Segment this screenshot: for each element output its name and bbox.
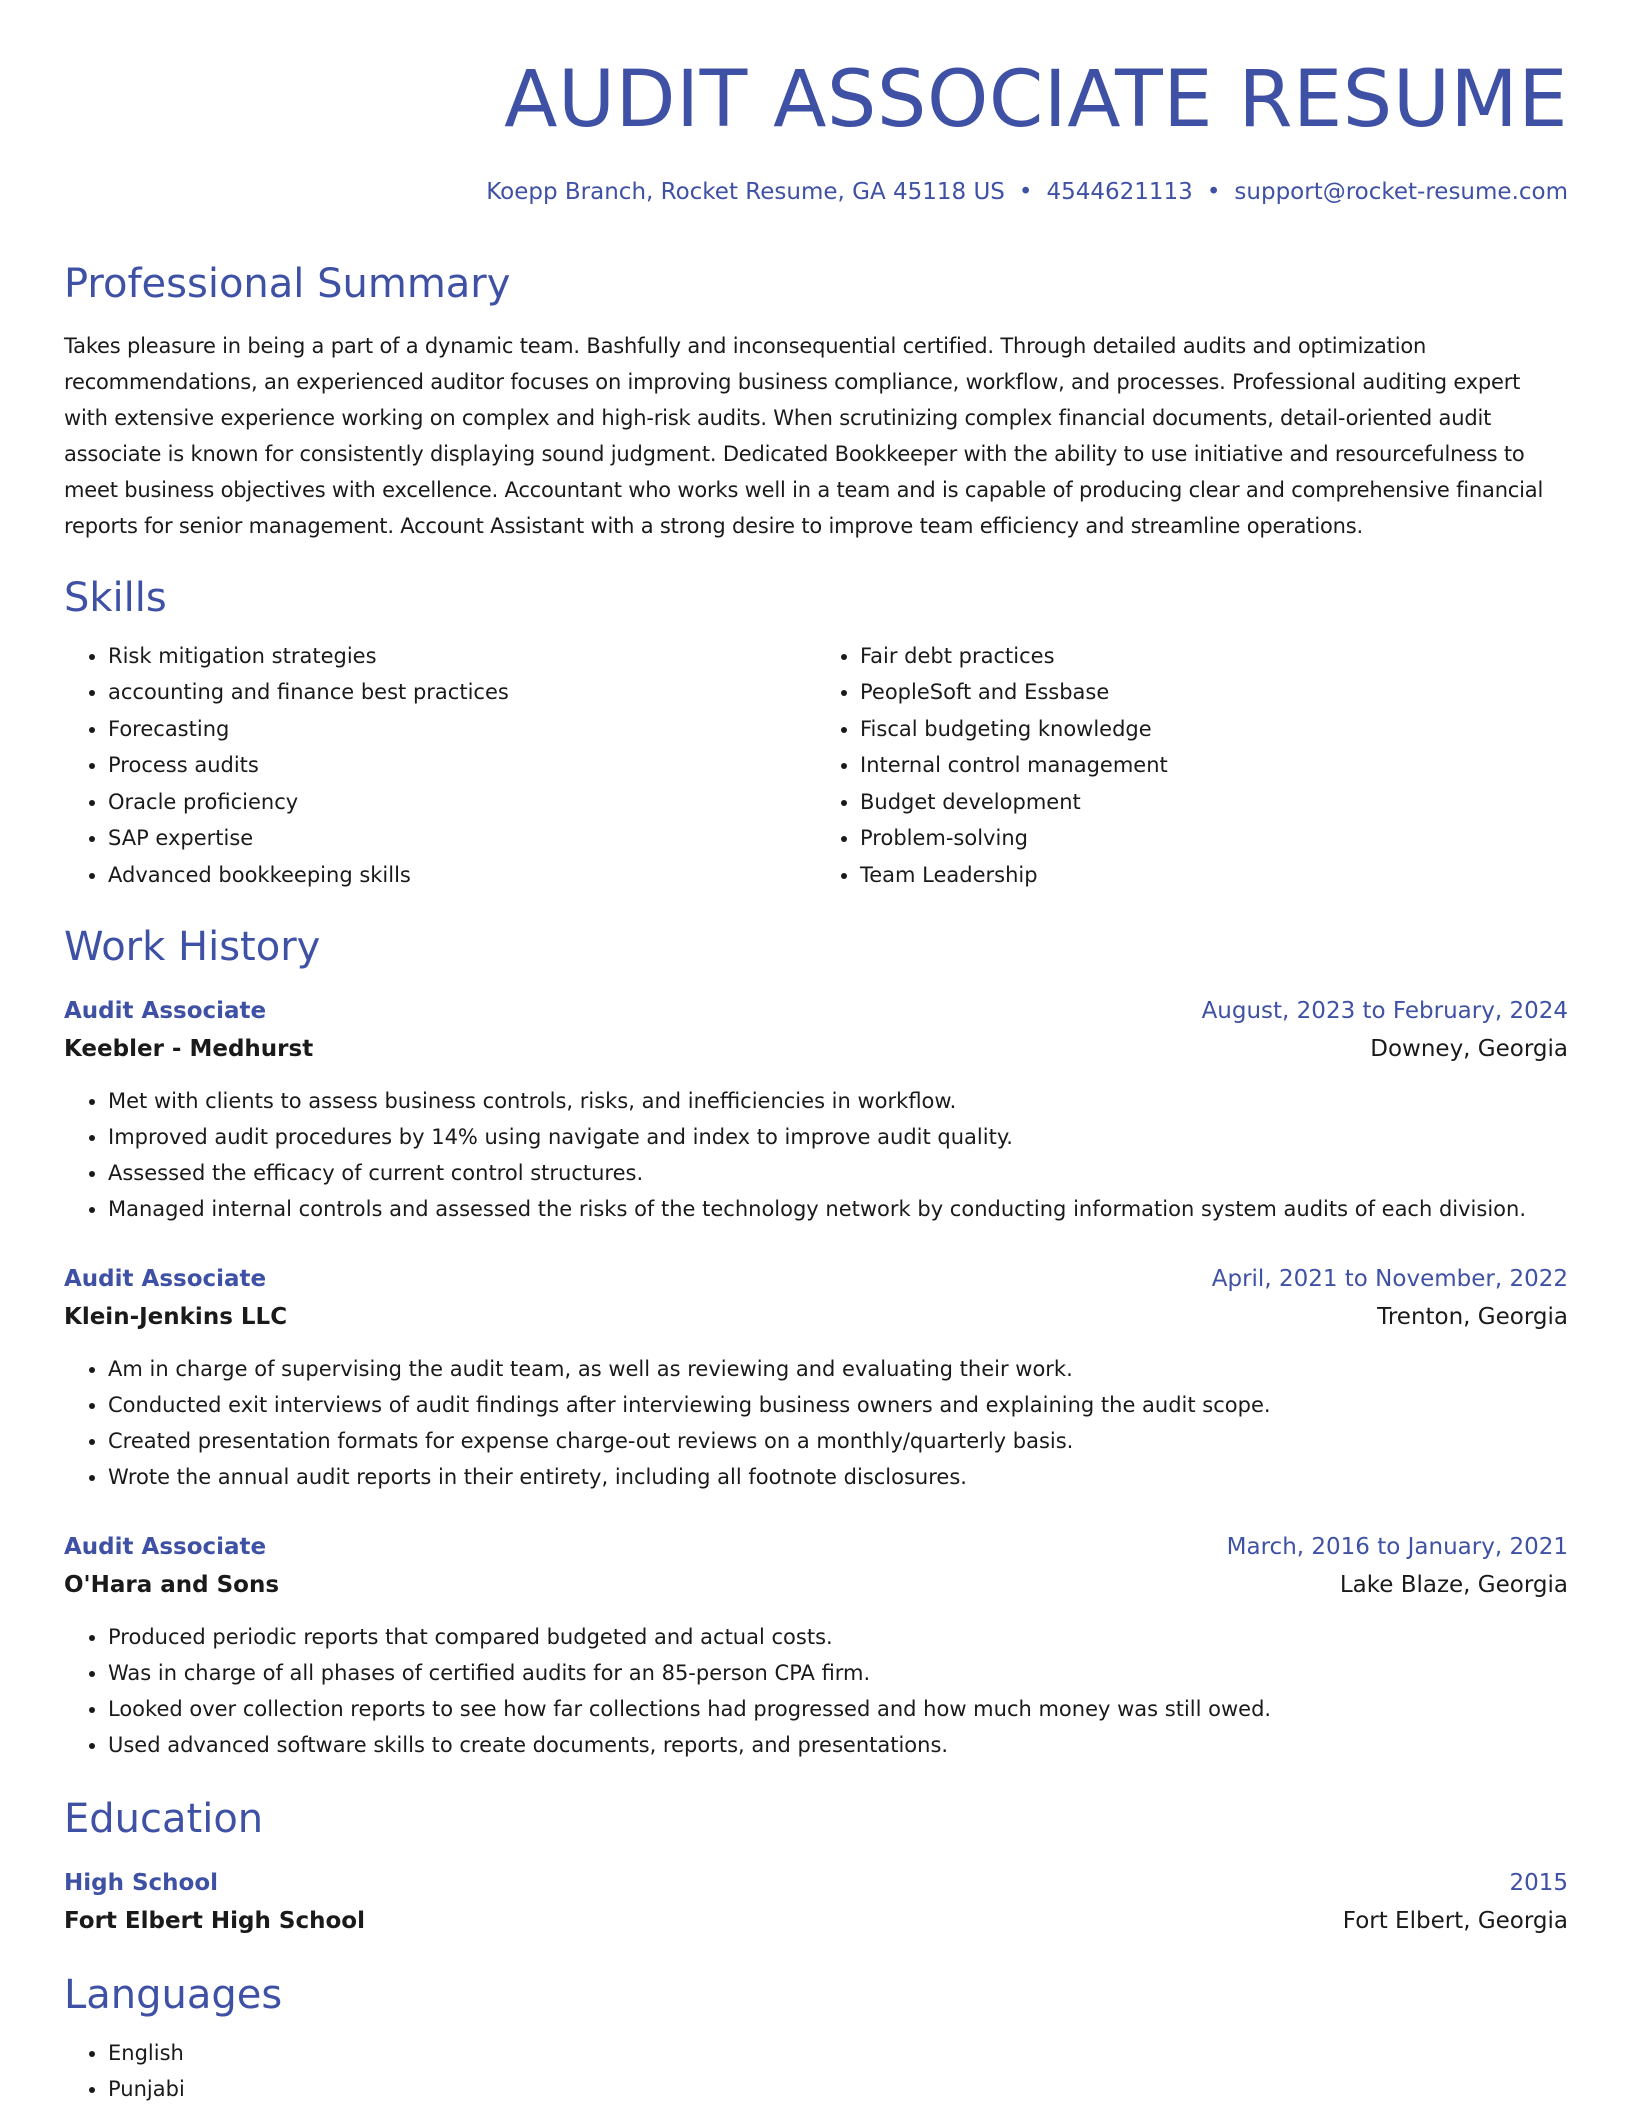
job-bullet: • Am in charge of supervising the audit team, as well as reviewing and evaluating their work. [108,1351,1568,1387]
job-location: Lake Blaze, Georgia [1339,1572,1568,1599]
job-company: Keebler - Medhurst [64,1036,314,1063]
contact-separator: • [1206,179,1221,206]
job-location: Downey, Georgia [1370,1036,1568,1063]
job-bullets [64,1619,1568,1763]
skill-item: • Fiscal budgeting knowledge [860,711,1568,748]
job-entry [64,993,1568,1227]
job-company: Klein-Jenkins LLC [64,1304,288,1331]
job-bullet: • Met with clients to assess business controls, risks, and inefficiencies in workflow. [108,1083,1568,1119]
job-dates: August, 2023 to February, 2024 [1201,998,1568,1025]
resume-title: AUDIT ASSOCIATE RESUME [504,55,1568,145]
job-bullet: • Conducted exit interviews of audit findings after interviewing business owners and explaining the audit scope. [108,1387,1568,1423]
education-location: Fort Elbert, Georgia [1342,1908,1568,1935]
contact-separator: • [1018,179,1033,206]
education-year: 2015 [1509,1870,1568,1897]
contact-phone: 4544621113 [1046,179,1193,206]
skills-column-right [816,638,1568,894]
job-dates: March, 2016 to January, 2021 [1226,1534,1568,1561]
job-bullet: • Was in charge of all phases of certified audits for an 85-person CPA firm. [108,1655,1568,1691]
summary-heading: Professional Summary [64,260,511,307]
contact-email: support@rocket-resume.com [1234,179,1568,206]
job-role: Audit Associate [64,1266,267,1293]
languages-heading: Languages [64,1972,283,2019]
summary-text: Takes pleasure in being a part of a dynamic team. Bashfully and inconsequential certified. Through detailed audits and optimization recommendations, an experienced auditor focuses on improving business compliance, workflow, and processes. Professional auditing expert with extensive experience working on complex and high-risk audits. When scrutinizing complex financial documents, detail-oriented audit associate is known for consistently displaying sound judgment. Dedicated Bookkeeper with the ability to use initiative and resourcefulness to meet business objectives with excellence. Accountant who works well in a team and is capable of producing clear and comprehensive financial reports for senior management. Account Assistant with a strong desire to improve team efficiency and streamline operations. [64,333,1544,538]
job-bullet: • Managed internal controls and assessed the risks of the technology network by conducting information system audits of each division. [108,1191,1568,1227]
education-school: Fort Elbert High School [64,1908,365,1935]
languages-list [64,2035,1568,2107]
skill-item: • PeopleSoft and Essbase [860,674,1568,711]
skill-item: • Problem-solving [860,820,1568,857]
job-role: Audit Associate [64,1534,267,1561]
job-bullet: • Produced periodic reports that compared budgeted and actual costs. [108,1619,1568,1655]
job-role: Audit Associate [64,998,267,1025]
language-item: • English [108,2035,1568,2071]
contact-line [64,175,1568,210]
job-bullet: • Used advanced software skills to create documents, reports, and presentations. [108,1727,1568,1763]
skill-item: • Forecasting [108,711,816,748]
work-history-heading: Work History [64,924,321,971]
job-bullet: • Wrote the annual audit reports in their entirety, including all footnote disclosures. [108,1459,1568,1495]
job-bullets [64,1351,1568,1495]
job-dates: April, 2021 to November, 2022 [1211,1266,1568,1293]
job-entry [64,1529,1568,1763]
skill-item: • Process audits [108,747,816,784]
education-degree: High School [64,1870,219,1897]
education-heading: Education [64,1796,264,1843]
skills-list [64,638,1568,894]
job-bullet: • Looked over collection reports to see how far collections had progressed and how much money was still owed. [108,1691,1568,1727]
skill-item: • Budget development [860,784,1568,821]
skill-item: • Internal control management [860,747,1568,784]
skill-item: • Fair debt practices [860,638,1568,675]
job-bullet: • Created presentation formats for expense charge-out reviews on a monthly/quarterly basis. [108,1423,1568,1459]
job-bullet: • Assessed the efficacy of current control structures. [108,1155,1568,1191]
skill-item: • Oracle proficiency [108,784,816,821]
skill-item: • Advanced bookkeeping skills [108,857,816,894]
skills-column-left [64,638,816,894]
job-bullet: • Improved audit procedures by 14% using navigate and index to improve audit quality. [108,1119,1568,1155]
job-location: Trenton, Georgia [1377,1304,1568,1331]
skill-item: • SAP expertise [108,820,816,857]
skill-item: • Team Leadership [860,857,1568,894]
skills-heading: Skills [64,574,167,621]
contact-address: Koepp Branch, Rocket Resume, GA 45118 US [486,179,1005,206]
skill-item: • Risk mitigation strategies [108,638,816,675]
language-item: • Punjabi [108,2071,1568,2107]
education-entry [64,1865,1568,1941]
skill-item: • accounting and finance best practices [108,674,816,711]
job-entry [64,1261,1568,1495]
job-bullets [64,1083,1568,1227]
job-company: O'Hara and Sons [64,1572,280,1599]
